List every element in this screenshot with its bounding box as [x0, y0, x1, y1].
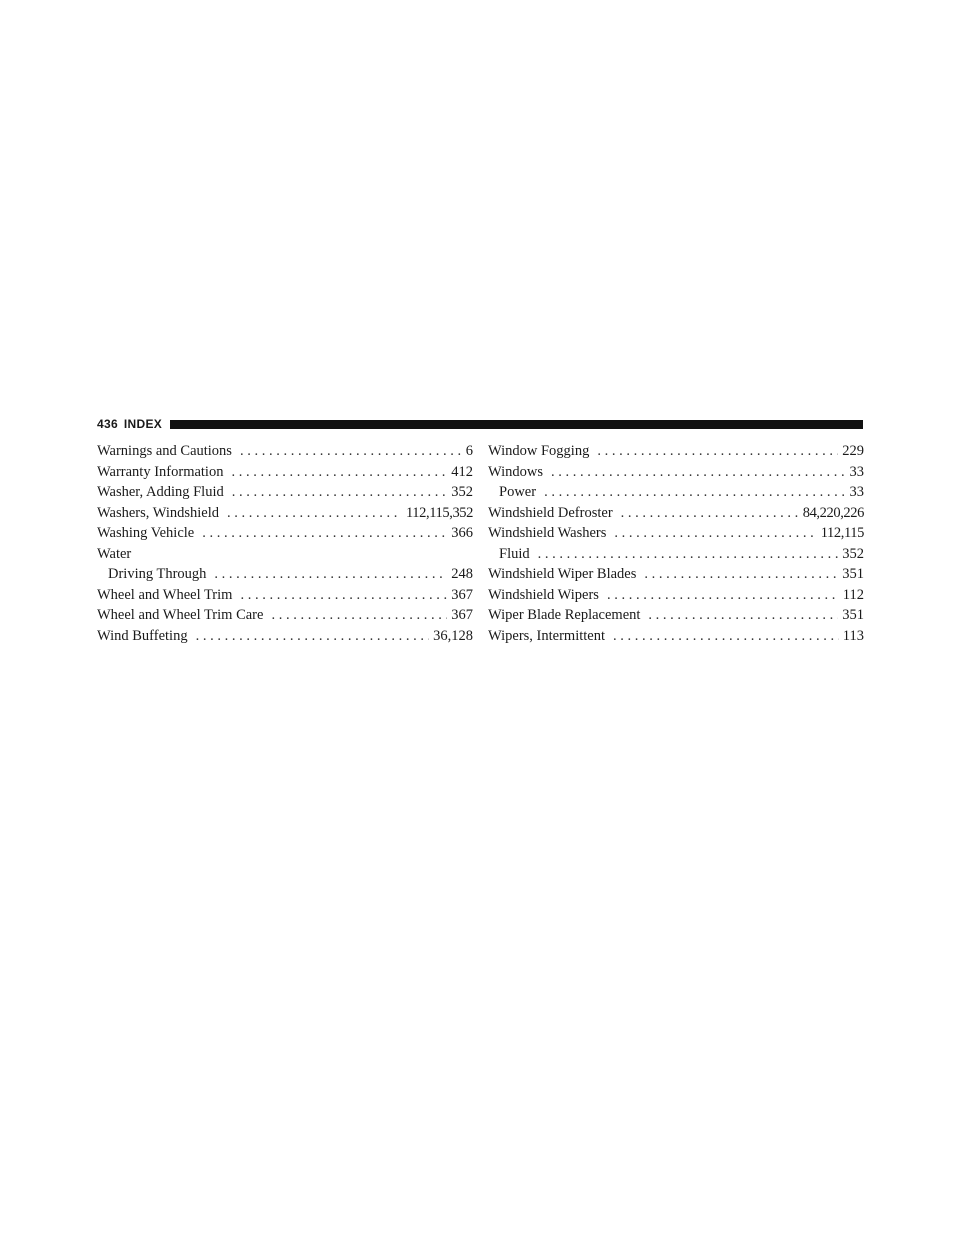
- index-entry: [488, 564, 864, 585]
- index-term: Warnings and Cautions: [97, 443, 232, 459]
- index-term: Wheel and Wheel Trim: [97, 586, 233, 603]
- dot-leader: [224, 482, 448, 503]
- dot-leader: [606, 523, 816, 544]
- index-page-refs: 112,115: [820, 525, 864, 541]
- dot-leader: [232, 441, 462, 462]
- index-term: Wiper Blade Replacement: [488, 607, 641, 623]
- dot-leader: [636, 564, 838, 585]
- index-page-refs: 412: [451, 463, 473, 480]
- index-entry: [97, 503, 473, 524]
- index-entry: [488, 441, 864, 462]
- index-page-refs: 367: [451, 586, 473, 603]
- index-entry: [97, 585, 473, 606]
- dot-leader: [589, 441, 838, 462]
- index-page-refs: 36,128: [433, 627, 473, 644]
- dot-leader: [605, 626, 839, 647]
- dot-leader: [223, 462, 447, 483]
- index-term: Windshield Wiper Blades: [488, 566, 637, 582]
- index-entry: [97, 626, 473, 647]
- index-entry: [488, 462, 864, 483]
- index-term: Water: [97, 545, 132, 562]
- index-page-refs: 229: [842, 443, 864, 459]
- index-term: Wind Buffeting: [97, 627, 188, 644]
- index-page-refs: 352: [842, 545, 864, 562]
- index-term: Windshield Defroster: [488, 504, 613, 521]
- dot-leader: [536, 482, 845, 503]
- index-subentry: [488, 544, 864, 565]
- dot-leader: [599, 585, 839, 606]
- page-number: 436: [97, 417, 118, 431]
- dot-leader: [188, 626, 430, 647]
- index-term: Wipers, Intermittent: [488, 627, 605, 644]
- index-column-right: [488, 441, 864, 646]
- dot-leader: [219, 503, 402, 524]
- index-entry: [97, 605, 473, 626]
- index-term: Windshield Wipers: [488, 586, 599, 603]
- dot-leader: [206, 564, 447, 585]
- dot-leader: [263, 605, 447, 626]
- index-page-refs: 351: [842, 607, 864, 623]
- index-entry: [488, 503, 864, 524]
- dot-leader: [613, 503, 799, 524]
- index-entry: [488, 626, 864, 647]
- index-term: Driving Through: [108, 566, 207, 582]
- index-page-refs: 367: [451, 607, 473, 623]
- index-page-refs: 6: [465, 443, 473, 459]
- dot-leader: [640, 605, 838, 626]
- index-term: Power: [499, 484, 537, 500]
- index-entry: [97, 441, 473, 462]
- index-page-refs: 113: [842, 627, 864, 644]
- dot-leader: [543, 462, 846, 483]
- index-entry: [97, 523, 473, 544]
- index-entry: [97, 544, 473, 565]
- index-page-refs: 33: [849, 463, 864, 480]
- index-term: Windshield Washers: [488, 525, 607, 541]
- index-term: Washing Vehicle: [97, 525, 195, 541]
- dot-leader: [530, 544, 839, 565]
- index-page-refs: 248: [451, 566, 473, 582]
- page-header: [97, 416, 863, 432]
- index-entry: [488, 523, 864, 544]
- dot-leader: [232, 585, 447, 606]
- dot-leader: [194, 523, 447, 544]
- index-entry: [97, 462, 473, 483]
- index-term: Wheel and Wheel Trim Care: [97, 607, 264, 623]
- index-subentry: [488, 482, 864, 503]
- index-page-refs: 352: [451, 484, 473, 500]
- index-page-refs: 84,220,226: [802, 504, 864, 521]
- section-title: INDEX: [123, 417, 163, 431]
- index-page-refs: 112: [842, 586, 864, 603]
- index-subentry: [97, 564, 473, 585]
- header-rule: [170, 420, 863, 429]
- index-term: Windows: [488, 463, 543, 480]
- index-page-refs: 33: [849, 484, 864, 500]
- index-page-refs: 112,115,352: [405, 504, 473, 521]
- index-term: Fluid: [499, 545, 530, 562]
- index-entry: [488, 585, 864, 606]
- index-term: Warranty Information: [97, 463, 224, 480]
- index-term: Washers, Windshield: [97, 504, 220, 521]
- index-term: Window Fogging: [488, 443, 590, 459]
- index-entry: [97, 482, 473, 503]
- index-term: Washer, Adding Fluid: [97, 484, 224, 500]
- index-column-left: [97, 441, 473, 646]
- index-page-refs: 351: [842, 566, 864, 582]
- index-entry: [488, 605, 864, 626]
- index-page-refs: 366: [451, 525, 473, 541]
